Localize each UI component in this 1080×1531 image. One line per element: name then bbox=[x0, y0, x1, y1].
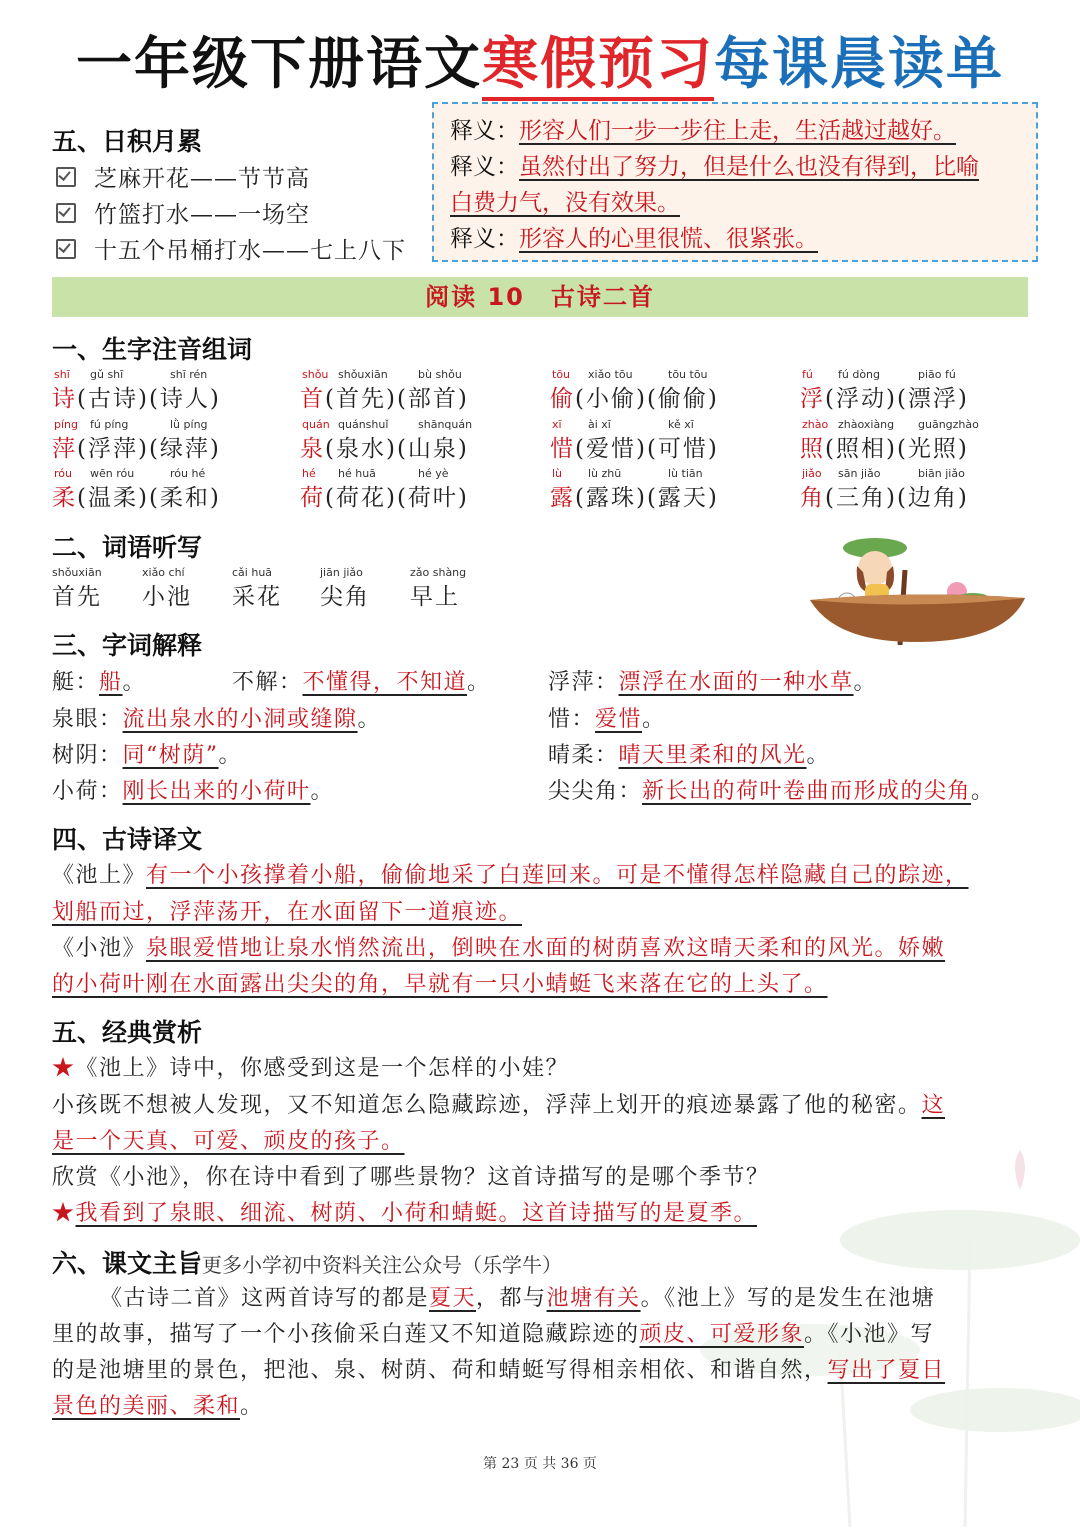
lesson-banner: 阅读 10 古诗二首 bbox=[52, 277, 1028, 317]
pinyin-label: biān jiǎo bbox=[918, 467, 965, 480]
pinyin-label: guāngzhào bbox=[918, 418, 979, 431]
pinyin-label: píng bbox=[54, 418, 78, 431]
pinyin-label: xī bbox=[552, 418, 562, 431]
term-definition: 尖尖角：新长出的荷叶卷曲而形成的尖角。 bbox=[548, 779, 995, 804]
pinyin-label: shǒuxiān bbox=[338, 368, 388, 381]
character-entry: 诗(古诗)(诗人) bbox=[52, 386, 221, 412]
checkbox-icon bbox=[56, 203, 76, 223]
page-title bbox=[0, 30, 1080, 100]
definition-line: 释义：虽然付出了努力，但是什么也没有得到，比喻 bbox=[450, 154, 979, 180]
answer-line: 是一个天真、可爱、顽皮的孩子。 bbox=[52, 1129, 405, 1154]
pinyin-label: gǔ shī bbox=[90, 368, 124, 381]
pinyin-label: bù shǒu bbox=[418, 368, 462, 381]
section6-header bbox=[52, 1244, 562, 1280]
translation-line: 《池上》有一个小孩撑着小船，偷偷地采了白莲回来。可是不懂得怎样隐藏自己的踪迹， bbox=[52, 863, 969, 888]
idiom-item: 十五个吊桶打水——七上八下 bbox=[56, 232, 406, 265]
dictation-word: 采花 bbox=[232, 584, 282, 610]
section4-heading: 四、古诗译文 bbox=[52, 825, 203, 854]
pinyin-label: xiǎo tōu bbox=[588, 368, 633, 381]
character-entry: 偷(小偷)(偷偷) bbox=[550, 386, 719, 412]
dictation-word: 早上 bbox=[410, 584, 460, 610]
pinyin-label: cǎi huā bbox=[232, 566, 273, 579]
pinyin-label: kě xī bbox=[668, 418, 694, 431]
character-entry: 泉(泉水)(山泉) bbox=[300, 436, 469, 462]
answer-line: ★我看到了泉眼、细流、树荫、小荷和蜻蜓。这首诗描写的是夏季。 bbox=[52, 1201, 758, 1226]
term-definition: 晴柔：晴天里柔和的风光。 bbox=[548, 743, 831, 768]
pinyin-label: róu hé bbox=[170, 467, 206, 480]
checkbox-icon bbox=[56, 167, 76, 187]
title-part3: 每课晨读单 bbox=[714, 32, 1004, 97]
definition-line: 释义：形容人们一步一步往上走，生活越过越好。 bbox=[450, 118, 956, 144]
pinyin-label: ài xī bbox=[588, 418, 611, 431]
character-entry: 露(露珠)(露天) bbox=[550, 485, 719, 511]
pinyin-label: shī bbox=[54, 368, 70, 381]
question-line: 欣赏《小池》，你在诗中看到了哪些景物？这首诗描写的是哪个季节？ bbox=[52, 1165, 770, 1190]
character-entry: 荷(荷花)(荷叶) bbox=[300, 485, 469, 511]
character-entry: 照(照相)(光照) bbox=[800, 436, 969, 462]
translation-line: 划船而过，浮萍荡开，在水面留下一道痕迹。 bbox=[52, 900, 523, 925]
pinyin-label: tōu tōu bbox=[668, 368, 708, 381]
character-entry: 角(三角)(边角) bbox=[800, 485, 969, 511]
term-definition: 小荷：刚长出来的小荷叶。 bbox=[52, 779, 335, 804]
pinyin-label: shǒu bbox=[302, 368, 329, 381]
term-definition: 惜：爱惜。 bbox=[548, 707, 666, 732]
idioms-heading: 五、日积月累 bbox=[52, 127, 203, 156]
idiom-item: 芝麻开花——节节高 bbox=[56, 160, 310, 193]
section1-heading: 一、生字注音组词 bbox=[52, 335, 253, 364]
pinyin-label: jiǎo bbox=[802, 467, 822, 480]
title-part2: 寒假预习 bbox=[482, 32, 714, 101]
promo-note: 更多小学初中资料关注公众号（乐学牛） bbox=[202, 1253, 563, 1277]
definition-line-cont: 白费力气，没有效果。 bbox=[450, 190, 680, 216]
dictation-word: 首先 bbox=[52, 584, 102, 610]
page-number: 第 23 页 共 36 页 bbox=[483, 1456, 597, 1472]
question-line: ★《池上》诗中，你感受到这是一个怎样的小娃？ bbox=[52, 1056, 570, 1081]
title-part1: 一年级下册语文 bbox=[76, 32, 482, 97]
character-entry: 柔(温柔)(柔和) bbox=[52, 485, 221, 511]
pinyin-label: fú píng bbox=[90, 418, 129, 431]
translation-line: 《小池》泉眼爱惜地让泉水悄然流出，倒映在水面的树荫喜欢这晴天柔和的风光。娇嫩 bbox=[52, 936, 946, 961]
section2-heading: 二、词语听写 bbox=[52, 533, 203, 562]
dictation-word: 尖角 bbox=[320, 584, 370, 610]
pinyin-label: jiān jiǎo bbox=[320, 566, 363, 579]
term-definition: 不解：不懂得，不知道。 bbox=[232, 670, 491, 695]
definition-line: 释义：形容人的心里很慌、很紧张。 bbox=[450, 226, 818, 252]
pinyin-label: shānquán bbox=[418, 418, 473, 431]
answer-line: 小孩既不想被人发现，又不知道怎么隐藏踪迹，浮萍上划开的痕迹暴露了他的秘密。这 bbox=[52, 1093, 946, 1118]
term-definition: 泉眼：流出泉水的小洞或缝隙。 bbox=[52, 707, 382, 732]
term-definition: 艇：船。 bbox=[52, 670, 147, 695]
character-entry: 首(首先)(部首) bbox=[300, 386, 469, 412]
pinyin-label: quánshuǐ bbox=[338, 418, 389, 431]
pinyin-label: zhào bbox=[802, 418, 829, 431]
section3-heading: 三、字词解释 bbox=[52, 631, 203, 660]
pinyin-label: quán bbox=[302, 418, 330, 431]
pinyin-label: piāo fú bbox=[918, 368, 956, 381]
pinyin-label: fú bbox=[802, 368, 813, 381]
pinyin-label: lù bbox=[552, 467, 563, 480]
pinyin-label: hé yè bbox=[418, 467, 449, 480]
checkbox-icon bbox=[56, 239, 76, 259]
star-icon: ★ bbox=[52, 1056, 76, 1081]
summary-line: 景色的美丽、柔和。 bbox=[52, 1394, 264, 1419]
pinyin-label: hé bbox=[302, 467, 316, 480]
dictation-word: 小池 bbox=[142, 584, 192, 610]
pinyin-label: lǜ píng bbox=[170, 418, 208, 431]
pinyin-label: shǒuxiān bbox=[52, 566, 102, 579]
pinyin-label: róu bbox=[54, 467, 72, 480]
pinyin-label: wēn róu bbox=[90, 467, 135, 480]
pinyin-label: xiǎo chí bbox=[142, 566, 185, 579]
pinyin-label: shī rén bbox=[170, 368, 208, 381]
idiom-item: 竹篮打水——一场空 bbox=[56, 196, 310, 229]
pinyin-label: sān jiǎo bbox=[838, 467, 881, 480]
summary-line: 里的故事，描写了一个小孩偷采白莲又不知道隐藏踪迹的顽皮、可爱形象。《小池》写 bbox=[52, 1322, 935, 1347]
summary-line: 《古诗二首》这两首诗写的都是夏天，都与池塘有关。《池上》写的是发生在池塘 bbox=[100, 1286, 936, 1311]
pinyin-label: lù tiān bbox=[668, 467, 703, 480]
character-entry: 惜(爱惜)(可惜) bbox=[550, 436, 719, 462]
star-icon: ★ bbox=[52, 1201, 76, 1226]
pinyin-label: zhàoxiàng bbox=[838, 418, 895, 431]
pinyin-label: lù zhū bbox=[588, 467, 622, 480]
character-entry: 萍(浮萍)(绿萍) bbox=[52, 436, 221, 462]
pinyin-label: tōu bbox=[552, 368, 571, 381]
summary-line: 的是池塘里的景色，把池、泉、树荫、荷和蜻蜓写得相亲相依、和谐自然，写出了夏日 bbox=[52, 1358, 946, 1383]
term-definition: 浮萍：漂浮在水面的一种水草。 bbox=[548, 670, 878, 695]
pinyin-label: zǎo shàng bbox=[410, 566, 467, 579]
character-entry: 浮(浮动)(漂浮) bbox=[800, 386, 969, 412]
pinyin-label: fú dòng bbox=[838, 368, 881, 381]
section6-heading: 六、课文主旨 bbox=[52, 1249, 203, 1278]
translation-line: 的小荷叶刚在水面露出尖尖的角，早就有一只小蜻蜓飞来落在它的上头了。 bbox=[52, 972, 828, 997]
pinyin-label: hé huā bbox=[338, 467, 376, 480]
girl-in-boat-illustration bbox=[805, 530, 1030, 645]
term-definition: 树阴：同“树荫”。 bbox=[52, 743, 243, 768]
section5-heading: 五、经典赏析 bbox=[52, 1018, 203, 1047]
